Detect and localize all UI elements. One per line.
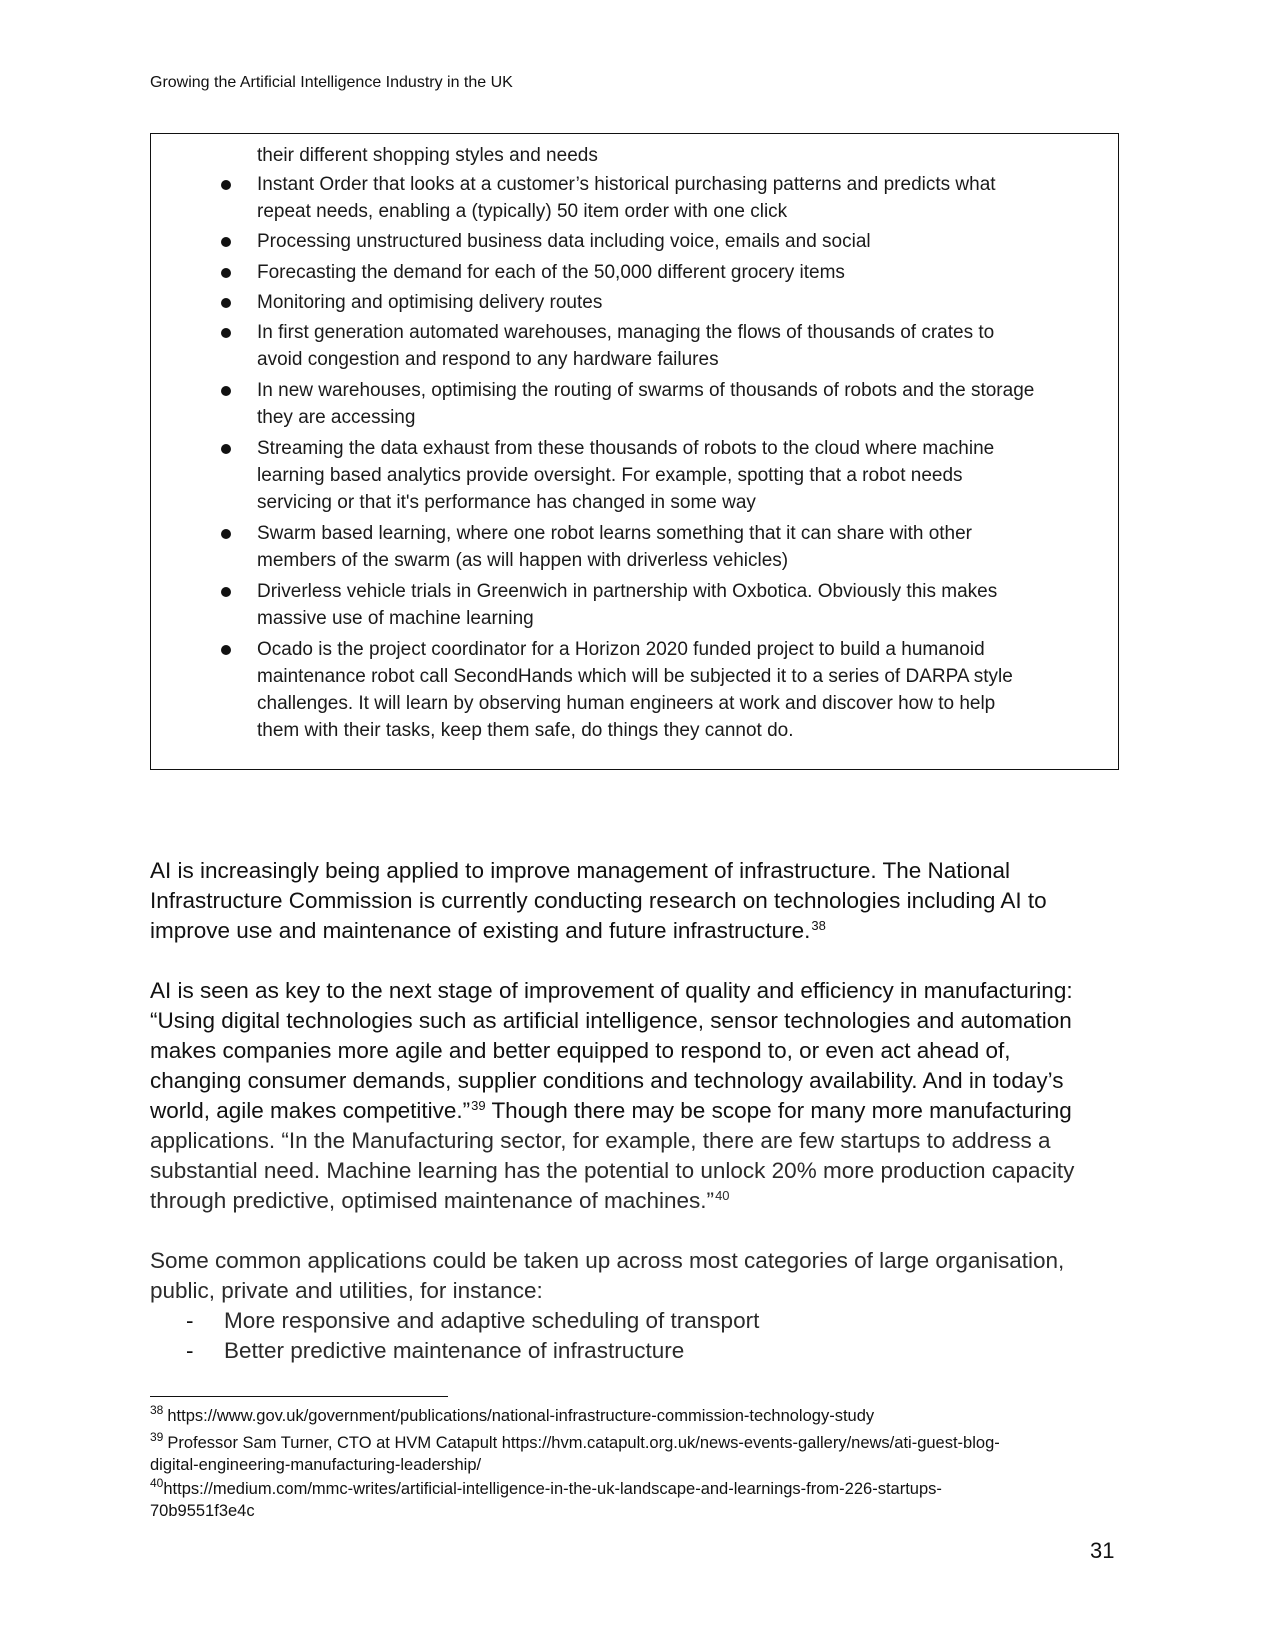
footnote-divider <box>150 1396 448 1397</box>
paragraph-manufacturing-text: Though there may be scope for many more manufacturing <box>485 1098 1072 1123</box>
list-item: In first generation automated warehouses, managing the flows of thousands of crates to <box>257 322 995 343</box>
list-item: Ocado is the project coordinator for a Horizon 2020 funded project to build a humanoid <box>257 639 985 660</box>
footnote-ref-39[interactable]: 39 <box>471 1098 486 1113</box>
list-item: challenges. It will learn by observing human engineers at work and discover how to help <box>257 693 996 714</box>
list-item: Monitoring and optimising delivery routes <box>257 292 603 313</box>
paragraph-manufacturing-text: world, agile makes competitive.” <box>150 1098 471 1123</box>
list-item: More responsive and adaptive scheduling of transport <box>224 1308 760 1333</box>
list-item: members of the swarm (as will happen with driverless vehicles) <box>257 550 789 571</box>
bullet-icon <box>221 328 231 338</box>
page-number: 31 <box>1090 1538 1115 1563</box>
box-continuation-line: their different shopping styles and needs <box>257 145 598 166</box>
list-item: learning based analytics provide oversight. For example, spotting that a robot needs <box>257 465 963 486</box>
paragraph-infrastructure-line <box>150 916 826 946</box>
footnote-40-continuation[interactable]: 70b9551f3e4c <box>150 1502 255 1520</box>
dash-icon: - <box>186 1338 194 1363</box>
paragraph-manufacturing-text: through predictive, optimised maintenance of machines.” <box>150 1188 715 1213</box>
list-item: they are accessing <box>257 407 416 428</box>
bullet-icon <box>221 645 231 655</box>
footnote-number: 40 <box>150 1476 164 1490</box>
dash-icon: - <box>186 1308 194 1333</box>
paragraph-manufacturing-line: substantial need. Machine learning has the potential to unlock 20% more production capacity <box>150 1158 1075 1183</box>
paragraph-manufacturing-line <box>150 1096 1072 1126</box>
footnote-39 <box>150 1432 1000 1454</box>
footnote-number: 39 <box>150 1430 164 1444</box>
footnote-number: 38 <box>150 1403 164 1417</box>
paragraph-manufacturing-line <box>150 1186 730 1216</box>
running-header: Growing the Artificial Intelligence Industry in the UK <box>150 74 513 91</box>
paragraph-manufacturing-line: “Using digital technologies such as artificial intelligence, sensor technologies and automation <box>150 1008 1072 1033</box>
list-item: Driverless vehicle trials in Greenwich in partnership with Oxbotica. Obviously this makes <box>257 581 998 602</box>
bullet-icon <box>221 180 231 190</box>
footnote-link[interactable]: https://www.gov.uk/government/publications/national-infrastructure-commission-technology-study <box>167 1407 875 1425</box>
footnote-39-continuation[interactable]: digital-engineering-manufacturing-leadership/ <box>150 1456 482 1474</box>
paragraph-infrastructure-text: improve use and maintenance of existing and future infrastructure. <box>150 918 811 943</box>
bullet-icon <box>221 237 231 247</box>
list-item: massive use of machine learning <box>257 608 534 629</box>
footnote-text[interactable]: Professor Sam Turner, CTO at HVM Catapult https://hvm.catapult.org.uk/news-events-gallery/news/ati-guest-blog- <box>167 1434 1000 1452</box>
list-item: Better predictive maintenance of infrastructure <box>224 1338 685 1363</box>
bullet-icon <box>221 268 231 278</box>
paragraph-manufacturing-line: changing consumer demands, supplier conditions and technology availability. And in today’s <box>150 1068 1064 1093</box>
list-item: them with their tasks, keep them safe, do things they cannot do. <box>257 720 794 741</box>
list-item: repeat needs, enabling a (typically) 50 item order with one click <box>257 201 788 222</box>
footnote-ref-40[interactable]: 40 <box>715 1188 730 1203</box>
bullet-icon <box>221 529 231 539</box>
list-item: maintenance robot call SecondHands which will be subjected it to a series of DARPA style <box>257 666 1013 687</box>
paragraph-infrastructure-line: Infrastructure Commission is currently conducting research on technologies including AI to <box>150 888 1047 913</box>
list-item: servicing or that it's performance has changed in some way <box>257 492 756 513</box>
bullet-icon <box>221 298 231 308</box>
paragraph-common-applications-line: Some common applications could be taken up across most categories of large organisation, <box>150 1248 1065 1273</box>
list-item: Streaming the data exhaust from these thousands of robots to the cloud where machine <box>257 438 995 459</box>
list-item: Forecasting the demand for each of the 50,000 different grocery items <box>257 262 845 283</box>
paragraph-manufacturing-line: makes companies more agile and better equipped to respond to, or even act ahead of, <box>150 1038 1011 1063</box>
list-item: Instant Order that looks at a customer’s historical purchasing patterns and predicts what <box>257 174 996 195</box>
list-item: In new warehouses, optimising the routing of swarms of thousands of robots and the storage <box>257 380 1035 401</box>
bullet-icon <box>221 386 231 396</box>
list-item: avoid congestion and respond to any hardware failures <box>257 349 719 370</box>
paragraph-manufacturing-line: applications. “In the Manufacturing sector, for example, there are few startups to address a <box>150 1128 1051 1153</box>
paragraph-infrastructure-line: AI is increasingly being applied to improve management of infrastructure. The National <box>150 858 1011 883</box>
bullet-icon <box>221 587 231 597</box>
bullet-icon <box>221 444 231 454</box>
footnote-38 <box>150 1405 874 1427</box>
footnote-link[interactable]: https://medium.com/mmc-writes/artificial-intelligence-in-the-uk-landscape-and-learnings-from-226-startups- <box>163 1480 942 1498</box>
paragraph-manufacturing-line: AI is seen as key to the next stage of improvement of quality and efficiency in manufacturing: <box>150 978 1073 1003</box>
footnote-40 <box>150 1478 942 1500</box>
list-item: Swarm based learning, where one robot learns something that it can share with other <box>257 523 973 544</box>
list-item: Processing unstructured business data including voice, emails and social <box>257 231 871 252</box>
footnote-ref-38[interactable]: 38 <box>811 918 826 933</box>
paragraph-common-applications-line: public, private and utilities, for instance: <box>150 1278 543 1303</box>
